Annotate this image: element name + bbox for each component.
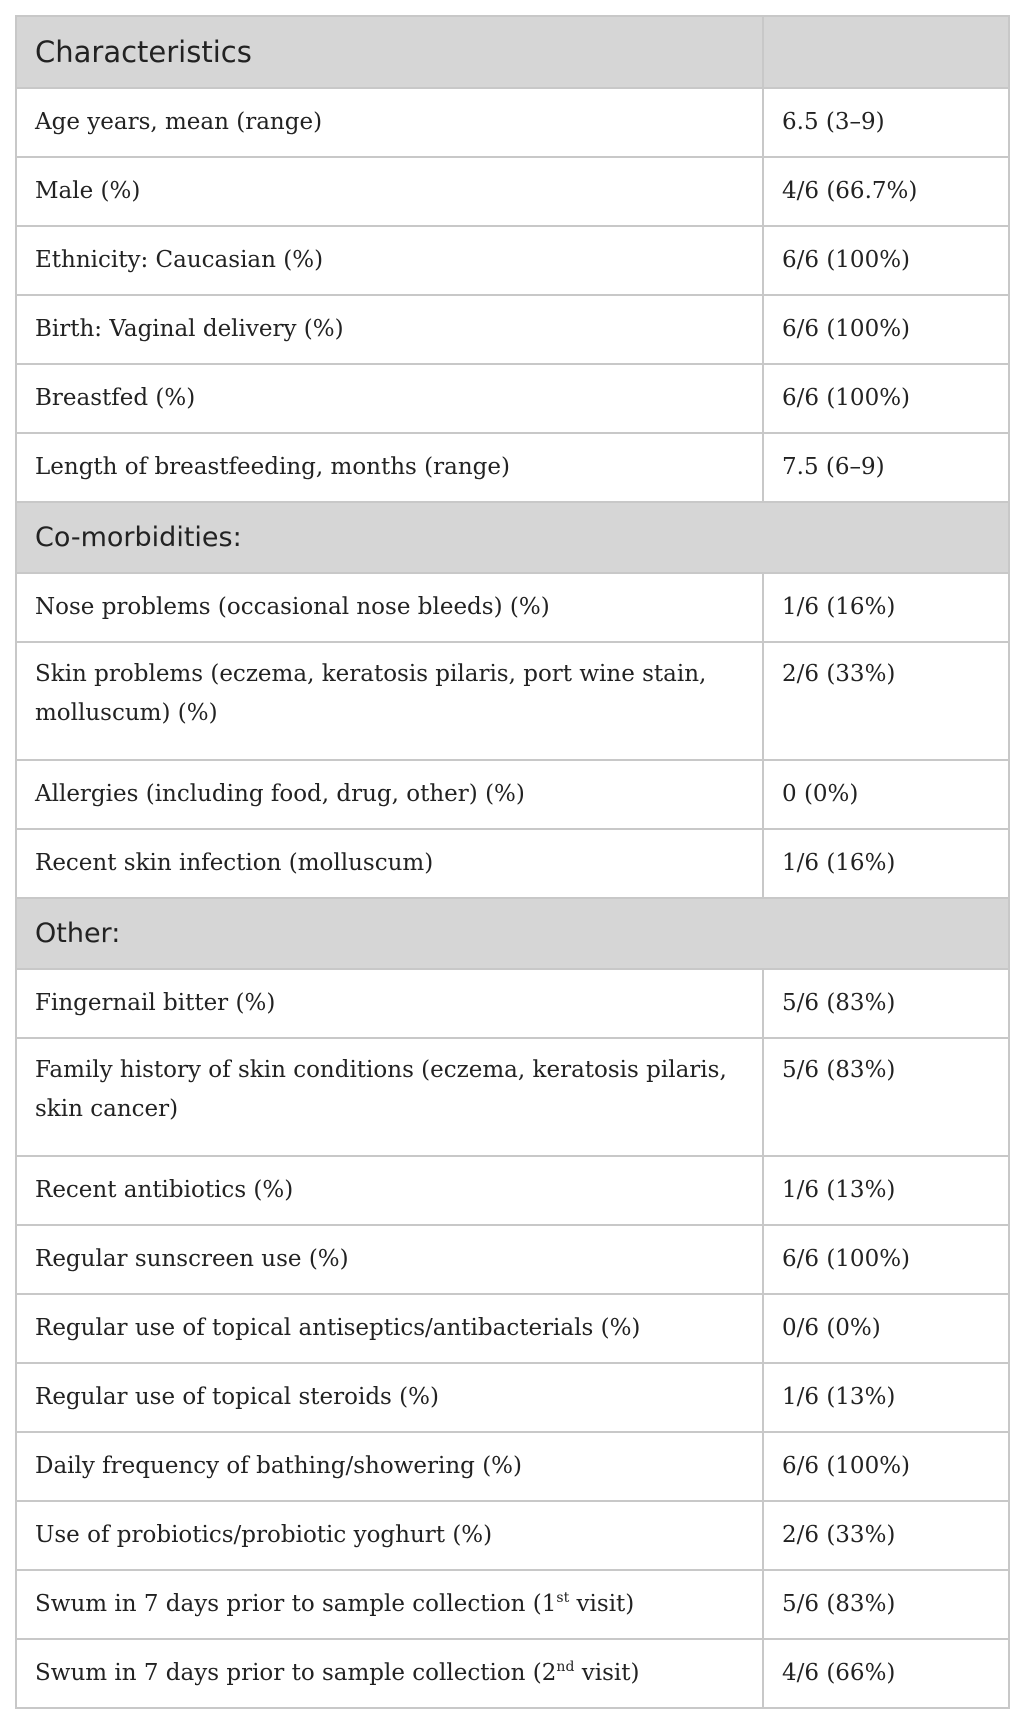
section-title: Co-morbidities:	[16, 502, 1009, 573]
row-value: 1/6 (16%)	[763, 573, 1009, 642]
row-value: 5/6 (83%)	[763, 969, 1009, 1038]
table-row	[16, 1156, 1009, 1225]
label-text: Swum in 7 days prior to sample collection (2	[35, 1660, 557, 1686]
row-label: Length of breastfeeding, months (range)	[16, 433, 763, 502]
row-value: 4/6 (66%)	[763, 1639, 1009, 1708]
row-label: Regular use of topical steroids (%)	[16, 1363, 763, 1432]
header-characteristics: Characteristics	[16, 16, 763, 88]
row-label: Male (%)	[16, 157, 763, 226]
row-label: Fingernail bitter (%)	[16, 969, 763, 1038]
row-value: 6/6 (100%)	[763, 226, 1009, 295]
row-value: 6/6 (100%)	[763, 1432, 1009, 1501]
row-value: 2/6 (33%)	[763, 1501, 1009, 1570]
row-value: 6/6 (100%)	[763, 295, 1009, 364]
table-row	[16, 642, 1009, 760]
row-label: Regular sunscreen use (%)	[16, 1225, 763, 1294]
table-row	[16, 760, 1009, 829]
section-row-comorbidities	[16, 502, 1009, 573]
header-value	[763, 16, 1009, 88]
table-row	[16, 1570, 1009, 1639]
row-value: 4/6 (66.7%)	[763, 157, 1009, 226]
row-label: Use of probiotics/probiotic yoghurt (%)	[16, 1501, 763, 1570]
row-label: Allergies (including food, drug, other) (%)	[16, 760, 763, 829]
row-label: Daily frequency of bathing/showering (%)	[16, 1432, 763, 1501]
table-row	[16, 573, 1009, 642]
table-row	[16, 157, 1009, 226]
table-header-row	[16, 16, 1009, 88]
row-label	[16, 1639, 763, 1708]
row-label: Recent skin infection (molluscum)	[16, 829, 763, 898]
table-row	[16, 829, 1009, 898]
row-value: 0 (0%)	[763, 760, 1009, 829]
section-row-other	[16, 898, 1009, 969]
table-row	[16, 1294, 1009, 1363]
row-label	[16, 1570, 763, 1639]
row-label: Recent antibiotics (%)	[16, 1156, 763, 1225]
table-row	[16, 969, 1009, 1038]
section-title: Other:	[16, 898, 1009, 969]
row-label: Skin problems (eczema, keratosis pilaris, port wine stain, molluscum) (%)	[16, 642, 763, 760]
row-label: Birth: Vaginal delivery (%)	[16, 295, 763, 364]
characteristics-table	[15, 15, 1010, 1709]
label-text: visit)	[574, 1660, 640, 1686]
row-label: Breastfed (%)	[16, 364, 763, 433]
table-row	[16, 88, 1009, 157]
table-row	[16, 433, 1009, 502]
row-label: Family history of skin conditions (eczema, keratosis pilaris, skin cancer)	[16, 1038, 763, 1156]
row-label: Ethnicity: Caucasian (%)	[16, 226, 763, 295]
table-row	[16, 1225, 1009, 1294]
row-value: 5/6 (83%)	[763, 1570, 1009, 1639]
ordinal-superscript: st	[556, 1590, 570, 1606]
row-value: 0/6 (0%)	[763, 1294, 1009, 1363]
row-value: 6.5 (3–9)	[763, 88, 1009, 157]
row-label: Regular use of topical antiseptics/antibacterials (%)	[16, 1294, 763, 1363]
label-text: visit)	[569, 1591, 635, 1617]
table-row	[16, 1038, 1009, 1156]
row-value: 1/6 (16%)	[763, 829, 1009, 898]
row-value: 6/6 (100%)	[763, 364, 1009, 433]
table-row	[16, 1501, 1009, 1570]
row-label: Nose problems (occasional nose bleeds) (%)	[16, 573, 763, 642]
row-value: 6/6 (100%)	[763, 1225, 1009, 1294]
ordinal-superscript: nd	[556, 1659, 575, 1675]
row-label: Age years, mean (range)	[16, 88, 763, 157]
row-value: 5/6 (83%)	[763, 1038, 1009, 1156]
table-row	[16, 364, 1009, 433]
table-row	[16, 1363, 1009, 1432]
row-value: 7.5 (6–9)	[763, 433, 1009, 502]
row-value: 2/6 (33%)	[763, 642, 1009, 760]
label-text: Swum in 7 days prior to sample collection (1	[35, 1591, 557, 1617]
row-value: 1/6 (13%)	[763, 1363, 1009, 1432]
table-row	[16, 1432, 1009, 1501]
row-value: 1/6 (13%)	[763, 1156, 1009, 1225]
table-row	[16, 226, 1009, 295]
table-row	[16, 1639, 1009, 1708]
table-row	[16, 295, 1009, 364]
